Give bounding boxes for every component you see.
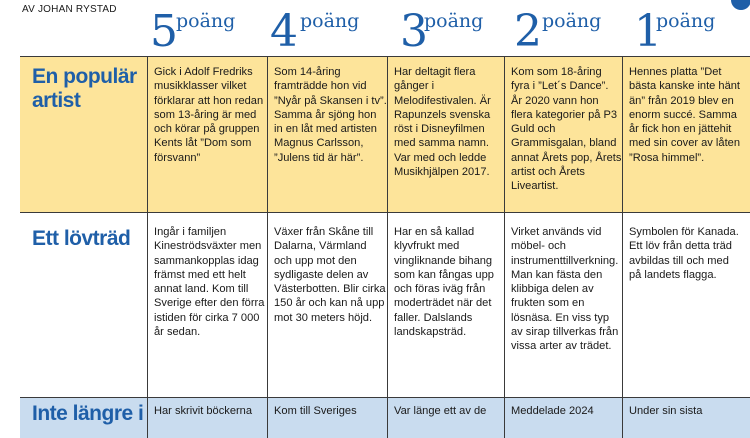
points-header-4 (270, 8, 380, 56)
clue-cell: Har deltagit flera gånger i Melodifestivalen. Är Rapunzels svenska röst i Disneyfilmen med samma namn. Var med och ledde Musikhjälpen 2017. (387, 57, 504, 212)
points-number: 5 (150, 6, 178, 57)
points-word: poäng (300, 10, 360, 32)
points-header-3 (400, 8, 510, 56)
row-label: Inte längre i (32, 402, 144, 425)
clue-cell: Hennes platta ”Det bästa kanske inte hänt än” från 2019 blev en enorm succé. Samma år fick hon en jättehit med sin cover av låten ”Rosa himmel”. (622, 57, 742, 212)
clue-cell: Har skrivit böckerna (147, 398, 267, 438)
row-label: Ett lövträd (32, 227, 131, 250)
clue-cell: Ingår i familjen Kineströdsväxter men sammankopplas idag främst med ett helt annat land. Kom till Sverige efter den förra istiden för cirka 7 000 år sedan. (147, 213, 267, 397)
points-number: 4 (270, 6, 298, 57)
points-word: poäng (542, 10, 602, 32)
points-header-1 (634, 8, 744, 56)
points-number: 2 (514, 6, 542, 57)
byline: AV JOHAN RYSTAD (22, 4, 117, 15)
clue-cell: Under sin sista (622, 398, 742, 438)
clue-cell: Meddelade 2024 (504, 398, 622, 438)
row-label: En populär artist (32, 65, 137, 112)
clue-cell: Gick i Adolf Fredriks musikklasser vilket förklarar att hon redan som 13-åring är med och körar på gruppen Kents låt ”Dom som försvann” (147, 57, 267, 212)
points-word: poäng (424, 10, 484, 32)
table-row (20, 213, 750, 397)
table-row (20, 57, 750, 212)
points-number: 1 (634, 6, 662, 57)
points-header-2 (514, 8, 624, 56)
clue-cell: Kom som 18-åring fyra i ”Let´s Dance”. År 2020 vann hon flera kategorier på P3 Guld och Grammisgalan, bland annat Årets pop, Årets artist och Årets Liveartist. (504, 57, 622, 212)
clue-cell: Har en så kallad klyvfrukt med vingliknande bihang som kan fångas upp och föras iväg från moderträdet när det faller. Dalslands landskapsträd. (387, 213, 504, 397)
clue-cell: Som 14-åring framträdde hon vid ”Nyår på Skansen i tv”. Samma år sjöng hon in en låt med artisten Magnus Carlsson, ”Julens tid är här”. (267, 57, 387, 212)
clue-cell: Växer från Skåne till Dalarna, Värmland och upp mot den sydligaste delen av Västerbotten. Blir cirka 150 år och kan nå upp mot 30 meters höjd. (267, 213, 387, 397)
points-word: poäng (176, 10, 236, 32)
points-header-5 (150, 8, 260, 56)
points-word: poäng (656, 10, 716, 32)
clue-cell: Virket används vid möbel- och instrumenttillverkning. Man kan fästa den klibbiga delen av frukten som en lösnäsa. En viss typ av sirap tillverkas från vissa arter av trädet. (504, 213, 622, 397)
clue-cell: Symbolen för Kanada. Ett löv från detta träd avbildas till och med på landets flagga. (622, 213, 742, 397)
table-row (20, 398, 750, 438)
clue-cell: Kom till Sveriges (267, 398, 387, 438)
clue-cell: Var länge ett av de (387, 398, 504, 438)
points-number: 3 (400, 6, 428, 57)
quiz-table (20, 56, 750, 427)
